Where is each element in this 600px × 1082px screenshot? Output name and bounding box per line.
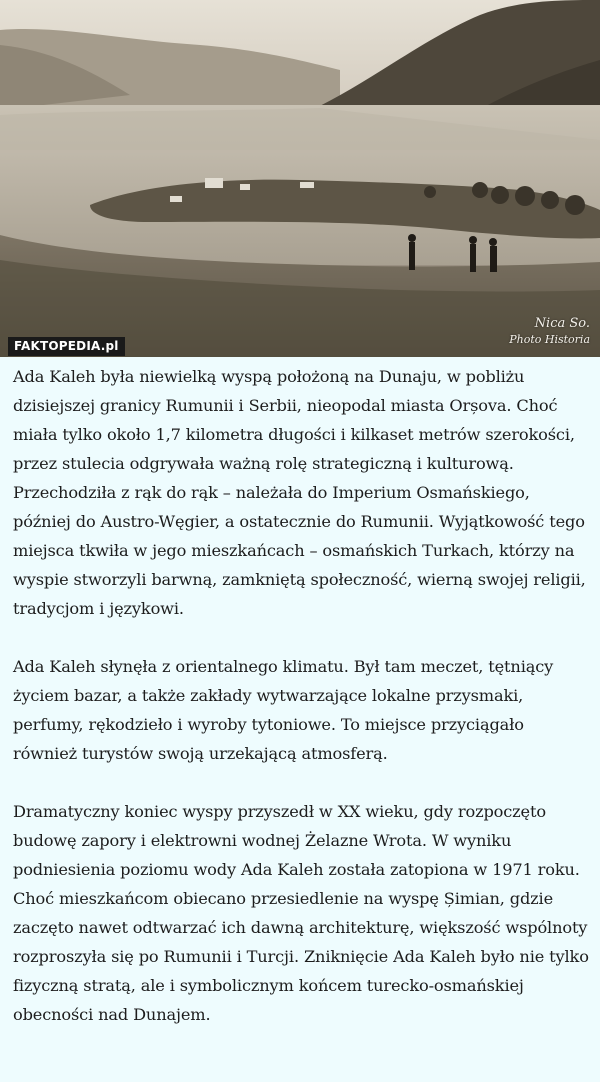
credit-source: Photo Historia — [509, 333, 590, 346]
article-paragraph: Ada Kaleh słynęła z orientalnego klimatu. Był tam meczet, tętniący życiem bazar, a także zakłady wytwarzające lokalne przysmaki, perfumy, rękodzieło i wyroby tytoniowe. To miejsce przyciągało również turystów swoją urzekającą atmosferą. — [13, 657, 554, 763]
article-paragraph: Ada Kaleh była niewielką wyspą położoną na Dunaju, w pobliżu dzisiejszej granicy Rumunii i Serbii, nieopodal miasta Orșova. Choć miała tylko około 1,7 kilometra długości i kilkaset metrów szerokości, przez stulecia odgrywała ważną rolę strategiczną i kulturową. Przechodziła z rąk do rąk – należała do Imperium Osmańskiego, później do Austro-Węgier, a ostatecznie do Rumunii. Wyjątkowość tego miejsca tkwiła w jego mieszkańcach – osmańskich Turkach, którzy na wyspie stworzyli barwną, zamkniętą społeczność, wierną swojej religii, tradycjom i językowi. — [13, 367, 586, 618]
danube-island-photo — [0, 0, 600, 357]
faktopedia-watermark: FAKTOPEDIA.pl — [8, 337, 125, 356]
photo-credit — [509, 316, 590, 348]
article-body — [0, 357, 600, 1029]
article-paragraph: Dramatyczny koniec wyspy przyszedł w XX wieku, gdy rozpoczęto budowę zapory i elektrowni wodnej Żelazne Wrota. W wyniku podniesienia poziomu wody Ada Kaleh została zatopiona w 1971 roku. Choć mieszkańcom obiecano przesiedlenie na wyspę Șimian, gdzie zaczęto nawet odtwarzać ich dawną architekturę, większość wspólnoty rozproszyła się po Rumunii i Turcji. Zniknięcie Ada Kaleh było nie tylko fizyczną stratą, ale i symbolicznym końcem turecko-osmańskiej obecności nad Dunajem. — [13, 802, 589, 1024]
historical-photo — [0, 0, 600, 357]
credit-name: Nica So. — [534, 316, 590, 331]
